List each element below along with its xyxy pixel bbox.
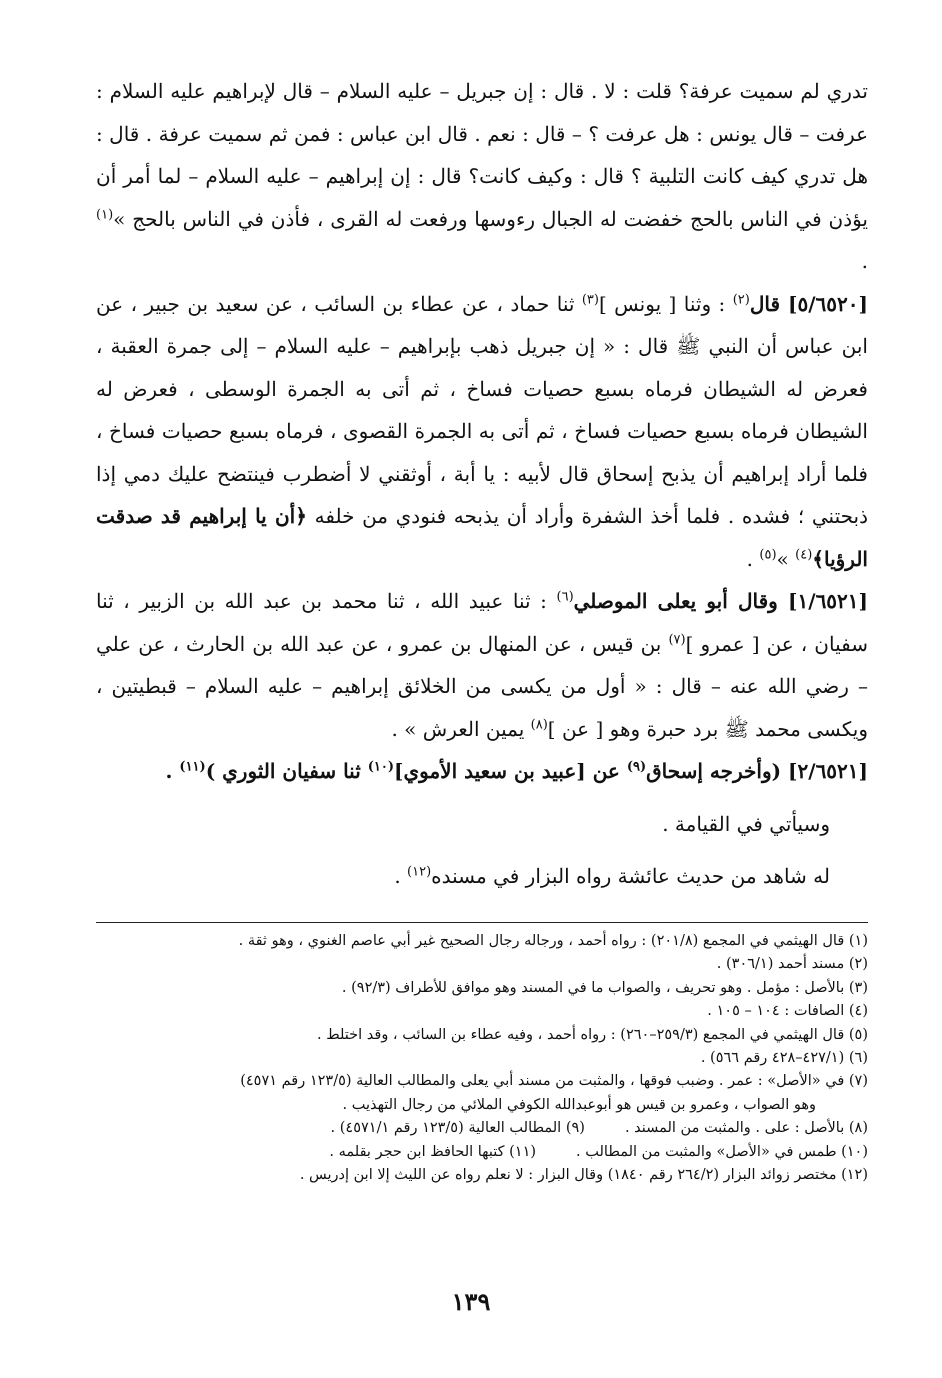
footnote-ref[interactable]: (٢) [732, 291, 750, 307]
footnote-7: (٧) في «الأصل» : عمر . وضبب فوقها ، والمثبت من مسند أبي يعلى والمطالب العالية (١٢٣/٥ رقم ٤٥٧١) [240, 1073, 868, 1090]
entry-text: . [165, 759, 180, 783]
entry-text: ثنا سفيان الثوري ) [205, 759, 368, 783]
closing-end: . [394, 863, 408, 888]
page-body [96, 70, 868, 897]
footnote-8: (٨) بالأصل : على . والمثبت من المسند . [624, 1120, 868, 1137]
entry-text: ثنا حماد ، عن عطاء بن السائب ، عن سعيد بن جبير ، عن ابن عباس أن النبي ﷺ قال : « إن جبريل ذهب بإبراهيم – عليه السلام – إلى جمرة العقبة ، فعرض له الشيطان فرماه بسبع حصيات فساخ ، ثم أتى به الجمرة الوسطى ، فعرض له الشيطان فرماه بسبع حصيات فساخ ، ثم أتى به الجمرة القصوى ، فرماه بسبع حصيات فساخ ، فلما أراد إبراهيم أن يذبح إسحاق قال لأبيه : يا أبة ، أوثقني لا أضطرب فينتضح عليك دمي إذا ذبحتني ؛ فشده . فلما أخذ الشفرة وأراد أن يذبحه فنودي من خلفه [96, 291, 868, 528]
footnote-row-8-9 [96, 1117, 868, 1140]
entry-text: (وأخرجه إسحاق [646, 759, 789, 783]
footnote-ref[interactable]: (١) [96, 206, 114, 222]
footnote-ref[interactable]: (٣) [581, 291, 599, 307]
hadith-entry-6521-2 [96, 750, 868, 793]
footnotes [96, 930, 868, 1187]
paragraph-end: . [861, 249, 868, 273]
quran-quote: ﴿أن يا إبراهيم قد صدقت الرؤيا﴾ [96, 504, 868, 571]
main-text [96, 70, 868, 793]
entry-number: [١/٦٥٢١] [788, 589, 868, 613]
closing-note-2 [96, 855, 830, 897]
footnote-ref[interactable]: (٨) [530, 716, 548, 732]
footnote-11: (١١) كتبها الحافظ ابن حجر بقلمه . [329, 1143, 537, 1160]
footnote-4: (٤) الصافات : ١٠٤ – ١٠٥ . [707, 1003, 868, 1020]
footnote-ref[interactable]: (٥) [759, 546, 777, 562]
footnote-7-continuation: وهو الصواب ، وعمرو بن قيس هو أبوعبدالله الكوفي الملائي من رجال التهذيب . [342, 1096, 816, 1113]
entry-text: . [746, 546, 760, 571]
entry-heading: قال [749, 291, 789, 316]
hadith-entry-6521-1 [96, 580, 868, 750]
footnote-6: (٦) (٤٢٧/١–٤٢٨ رقم ٥٦٦) . [700, 1050, 868, 1067]
footnote-row-10-11 [96, 1141, 868, 1164]
footnote-ref[interactable]: (٦) [556, 589, 574, 605]
page-number: ١٣٩ [451, 1287, 491, 1316]
footnote-12: (١٢) مختصر زوائد البزار (٢٦٤/٢ رقم ١٨٤٠) وقال البزار : لا نعلم رواه عن الليث إلا ابن إدريس . [299, 1167, 868, 1184]
footnote-ref[interactable]: (١٠) [367, 759, 395, 775]
footnote-2: (٢) مسند أحمد (٣٠٦/١) . [716, 956, 868, 973]
footnote-ref[interactable]: (٧) [668, 631, 686, 647]
entry-text: عن [عبيد بن سعيد الأموي] [394, 759, 627, 783]
entry-text: بن قيس ، عن المنهال بن عمرو ، عن عبد الله بن الحارث ، عن علي – رضي الله عنه – قال : « أول من يكسى من الخلائق إبراهيم – عليه السلام – قبطيتين ، ويكسى محمد ﷺ برد حبرة وهو [ عن ] [96, 631, 868, 741]
hadith-entry-6520-5 [96, 283, 868, 581]
footnote-5: (٥) قال الهيثمي في المجمع (٢٥٩/٣–٢٦٠) : رواه أحمد ، وفيه عطاء بن السائب ، وقد اختلط . [317, 1026, 868, 1043]
closing-note-1: وسيأتي في القيامة . [662, 811, 830, 836]
footnote-ref[interactable]: (١١) [179, 759, 206, 775]
footnote-1: (١) قال الهيثمي في المجمع (٢٠١/٨) : رواه أحمد ، ورجاله رجال الصحيح غير أبي عاصم الغنوي ، وهو ثقة . [238, 933, 868, 949]
footnote-10: (١٠) طمس في «الأصل» والمثبت من المطالب . [576, 1143, 868, 1160]
entry-text: : وثنا [ يونس ] [598, 291, 733, 316]
footnote-ref[interactable]: (٤) [795, 546, 813, 562]
entry-text: : ثنا عبيد الله ، ثنا محمد بن عبد الله بن الزبير ، ثنا سفيان ، عن [ عمرو ] [96, 589, 868, 656]
footnote-ref[interactable]: (١٢) [407, 863, 432, 879]
footnote-9: (٩) المطالب العالية (١٢٣/٥ رقم ٤٥٧١/١) . [330, 1120, 585, 1137]
entry-number: [٢/٦٥٢١] [788, 759, 868, 783]
entry-heading: وقال أبو يعلى الموصلي [573, 589, 789, 613]
entry-text: يمين العرش » . [391, 716, 531, 741]
entry-text: » [776, 546, 796, 571]
entry-number: [٥/٦٥٢٠] [788, 291, 868, 316]
footnote-divider [96, 922, 868, 923]
closing-text: له شاهد من حديث عائشة رواه البزار في مسنده [431, 863, 830, 888]
footnote-3: (٣) بالأصل : مؤمل . وهو تحريف ، والصواب ما في المسند وهو موافق للأطراف (٩٢/٣) . [341, 979, 868, 996]
paragraph-continuation [96, 70, 868, 283]
paragraph-text: تدري لم سميت عرفة؟ قلت : لا . قال : إن جبريل – عليه السلام – قال لإبراهيم عليه السلام : عرفت – قال يونس : هل عرفت ؟ – قال : نعم . قال ابن عباس : فمن ثم سميت عرفة . قال : هل تدري كيف كانت التلبية ؟ قال : وكيف كانت؟ قال : إن إبراهيم – عليه السلام – لما أمر أن يؤذن في الناس بالحج خفضت له الجبال رءوسها ورفعت له القرى ، فأذن في الناس بالحج » [96, 79, 868, 231]
footnote-ref[interactable]: (٩) [626, 759, 647, 775]
